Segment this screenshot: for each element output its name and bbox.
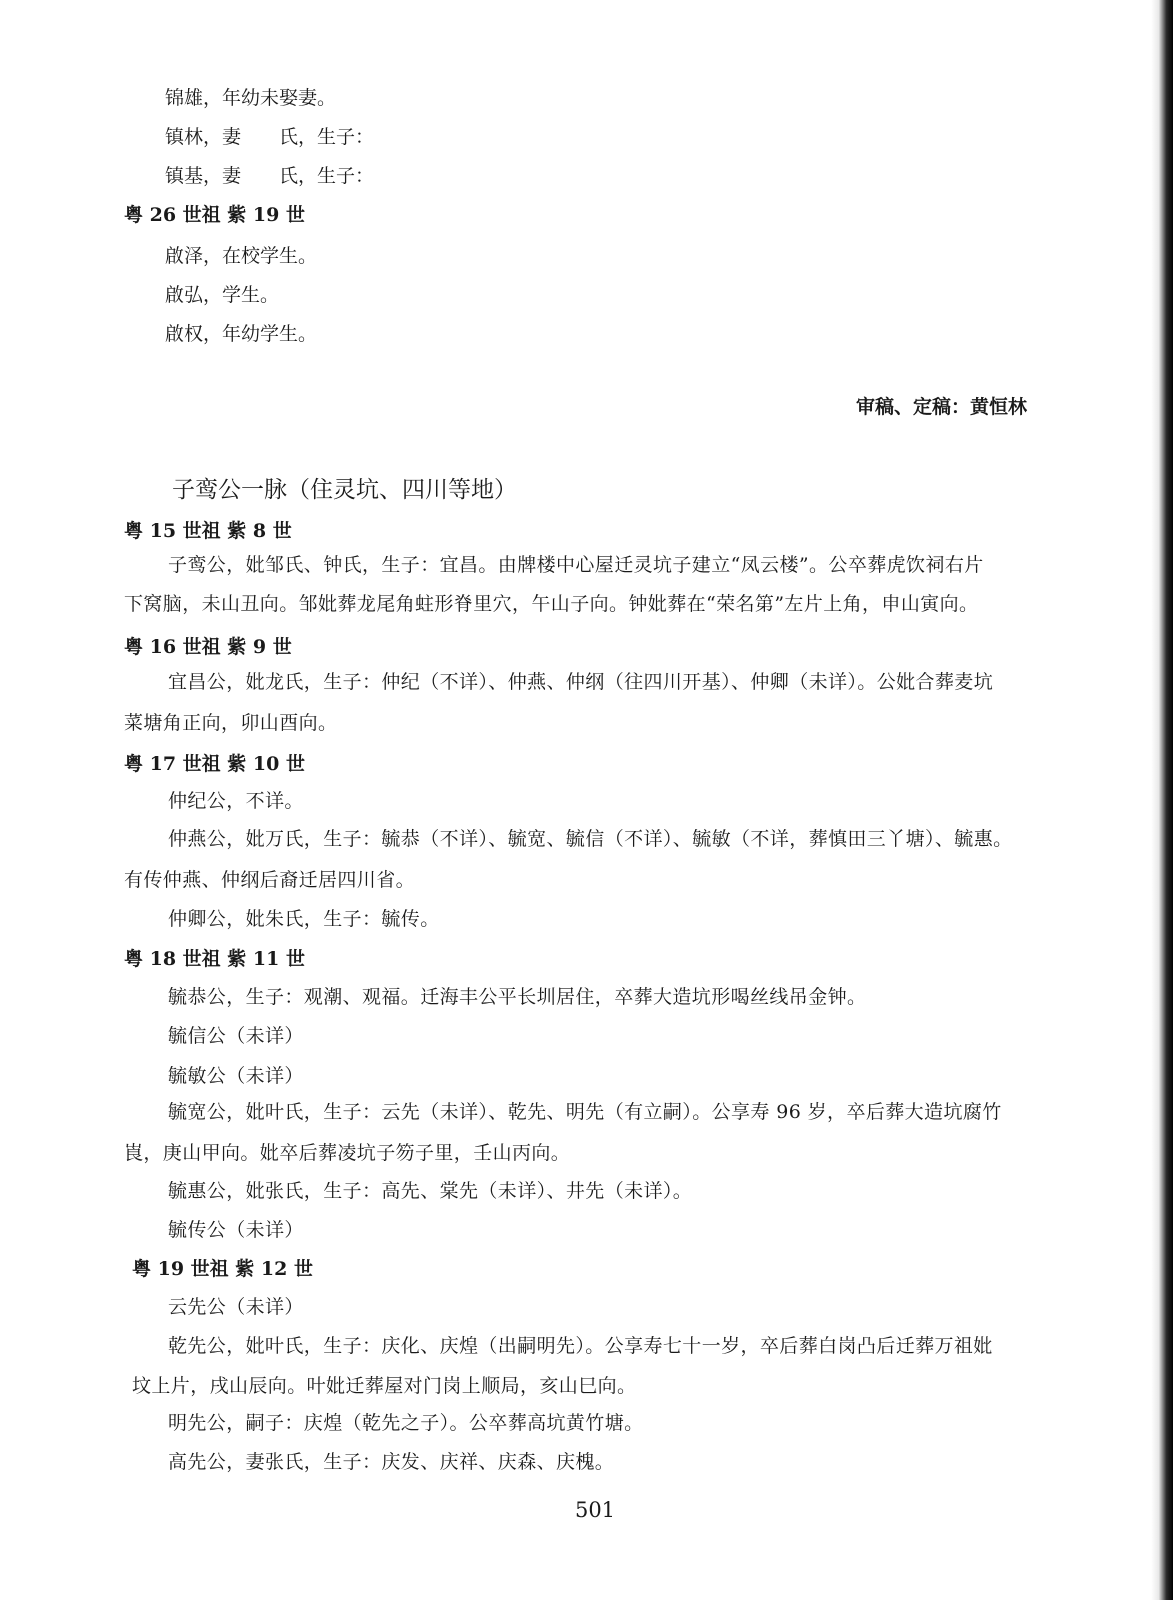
paragraph-qianxian-line2: 坟上片，戌山辰向。叶妣迁葬屋对门岗上顺局，亥山巳向。	[132, 1375, 637, 1397]
paragraph-ziluan-line1: 子鸾公，妣邹氏、钟氏，生子：宜昌。由牌楼中心屋迁灵坑子建立“凤云楼”。公卒葬虎饮祠右片	[168, 554, 984, 576]
paragraph-qianxian-line1: 乾先公，妣叶氏，生子：庆化、庆煌（出嗣明先）。公享寿七十一岁，卒后葬白岗凸后迁葬万祖妣	[168, 1335, 993, 1357]
paragraph-yuhui: 毓惠公，妣张氏，生子：高先、棠先（未详）、井先（未详）。	[168, 1180, 693, 1202]
generation-heading-19: 粤 19 世祖 紫 12 世	[132, 1258, 313, 1280]
paragraph-gaoxian: 高先公，妻张氏，生子：庆发、庆祥、庆森、庆槐。	[168, 1451, 615, 1473]
generation-heading-15: 粤 15 世祖 紫 8 世	[124, 520, 292, 542]
section-title: 子鸾公一脉（住灵坑、四川等地）	[172, 477, 517, 503]
entry-zhenji: 镇基，妻 氏，生子：	[165, 165, 375, 187]
paragraph-zhongyan-line1: 仲燕公，妣万氏，生子：毓恭（不详）、毓宽、毓信（不详）、毓敏（不详，葬慎田三丫塘）、毓惠。	[168, 828, 1013, 850]
entry-qiquan: 啟权，年幼学生。	[165, 323, 318, 345]
paragraph-yunxian: 云先公（未详）	[168, 1296, 304, 1318]
paragraph-yumin: 毓敏公（未详）	[168, 1065, 304, 1087]
paragraph-yuxin: 毓信公（未详）	[168, 1025, 304, 1047]
paragraph-yuchuan: 毓传公（未详）	[168, 1219, 304, 1241]
entry-qize: 啟泽，在校学生。	[165, 245, 318, 267]
paragraph-yugong: 毓恭公，生子：观潮、观福。迁海丰公平长圳居住，卒葬大造坑形喝丝线吊金钟。	[168, 986, 867, 1008]
paragraph-yukuan-line1: 毓宽公，妣叶氏，生子：云先（未详）、乾先、明先（有立嗣）。公享寿 96 岁，卒后葬大造坑腐竹	[168, 1101, 1002, 1123]
paragraph-zhongqing: 仲卿公，妣朱氏，生子：毓传。	[168, 908, 440, 930]
editor-credit-text: 审稿、定稿：黄恒林	[855, 396, 1027, 418]
generation-heading-16: 粤 16 世祖 紫 9 世	[124, 636, 292, 658]
paragraph-ziluan-line2: 下窝脑，未山丑向。邹妣葬龙尾角蛀形脊里穴，午山子向。钟妣葬在“荣名第”左片上角，申山寅向。	[124, 593, 979, 615]
page-number: 501	[574, 1498, 616, 1522]
generation-heading-17: 粤 17 世祖 紫 10 世	[124, 753, 305, 775]
generation-heading-18: 粤 18 世祖 紫 11 世	[124, 948, 305, 970]
paragraph-yichang-line2: 菜塘角正向，卯山酉向。	[124, 712, 338, 734]
editor-credit	[0, 393, 1150, 421]
paragraph-yukuan-line2: 崀，庚山甲向。妣卒后葬凌坑子笏子里，壬山丙向。	[124, 1142, 571, 1164]
paragraph-zhongji: 仲纪公，不详。	[168, 790, 304, 812]
entry-zhenlin: 镇林，妻 氏，生子：	[165, 126, 375, 148]
paragraph-mingxian: 明先公，嗣子：庆煌（乾先之子）。公卒葬高坑黄竹塘。	[168, 1412, 644, 1434]
paragraph-zhongyan-line2: 有传仲燕、仲纲后裔迁居四川省。	[124, 869, 416, 891]
paragraph-yichang-line1: 宜昌公，妣龙氏，生子：仲纪（不详）、仲燕、仲纲（往四川开基）、仲卿（未详）。公妣合葬麦坑	[168, 671, 994, 693]
generation-heading-26: 粤 26 世祖 紫 19 世	[124, 204, 305, 226]
entry-qihong: 啟弘，学生。	[165, 284, 280, 306]
entry-jinxiong: 锦雄，年幼未娶妻。	[165, 87, 337, 109]
